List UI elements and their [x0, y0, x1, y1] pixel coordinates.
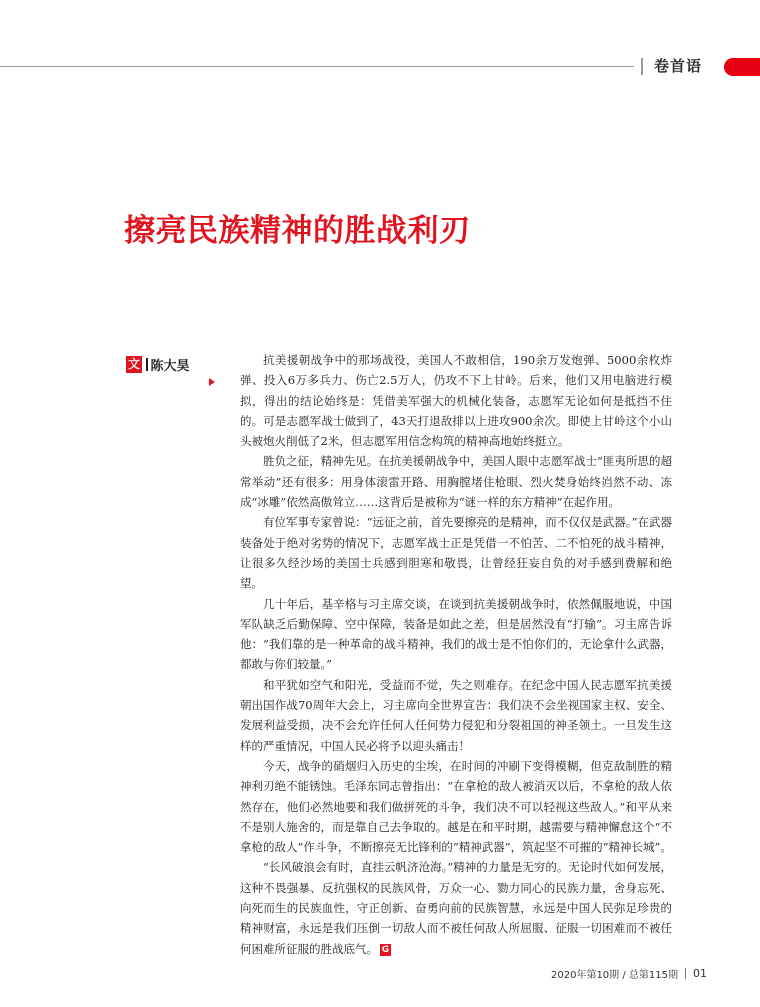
paragraph-last [240, 857, 672, 958]
footer [551, 966, 707, 981]
header-divider [641, 58, 643, 75]
section-tab-marker [724, 58, 760, 76]
author-byline [126, 355, 190, 374]
end-mark-icon: G [381, 944, 390, 955]
author-divider [146, 358, 148, 371]
author-tag: 文 [128, 357, 141, 371]
footer-divider [685, 968, 686, 979]
author-name: 陈大昊 [150, 359, 190, 374]
issue-info: 2020年第10期 / 总第115期 [551, 970, 678, 981]
arrow-marker-icon [209, 378, 215, 386]
paragraph: 今天，战争的硝烟归入历史的尘埃，在时间的冲刷下变得模糊，但克敌制胜的精神利刃绝不能锈蚀。毛泽东同志曾指出：“在拿枪的敌人被消灭以后，不拿枪的敌人依然存在，他们必然地要和我们做拼死的斗争，我们决不可以轻视这些敌人。”和平从来不是别人施舍的，而是靠自己去争取的。越是在和平时期，越需要与精神懈怠这个“不拿枪的敌人”作斗争，不断擦亮无比锋利的“精神武器”，筑起坚不可摧的“精神长城”。 [240, 758, 672, 855]
article-body [240, 350, 672, 959]
page-number: 01 [693, 967, 707, 980]
paragraph-text: “长风破浪会有时，直挂云帆济沧海。”精神的力量是无穷的。无论时代如何发展，这种不畏强暴、反抗强权的民族风骨，万众一心、勠力同心的民族力量，舍身忘死、向死而生的民族血性，守正创新、奋勇向前的民族智慧，永远是中国人民弥足珍贵的精神财富，永远是我们压倒一切敌人而不被任何敌人所屈服、征服一切困难而不被任何困难所征服的胜战底气。 [240, 860, 672, 956]
paragraph: 胜负之征，精神先见。在抗美援朝战争中，美国人眼中志愿军战士“匪夷所思的超常举动”还有很多：用身体滚雷开路、用胸膛堵住枪眼、烈火焚身始终岿然不动、冻成“冰雕”依然高傲耸立……这背后是被称为“谜一样的东方精神”在起作用。 [240, 454, 672, 510]
section-label: 卷首语 [654, 57, 703, 75]
paragraph: 几十年后，基辛格与习主席交谈，在谈到抗美援朝战争时，依然佩服地说，中国军队缺乏后勤保障、空中保障，装备是如此之差，但是居然没有“打输”。习主席告诉他：“我们靠的是一种革命的战斗精神，我们的战士是不怕你们的，无论拿什么武器，都敢与你们较量。” [240, 596, 672, 672]
paragraph: 有位军事专家曾说：“远征之前，首先要擦亮的是精神，而不仅仅是武器。”在武器装备处于绝对劣势的情况下，志愿军战士正是凭借一不怕苦、二不怕死的战斗精神，让很多久经沙场的美国士兵感到胆寒和敬畏，让曾经狂妄自负的对手感到费解和绝望。 [240, 515, 672, 591]
paragraph: 和平犹如空气和阳光，受益而不觉，失之则难存。在纪念中国人民志愿军抗美援朝出国作战70周年大会上，习主席向全世界宣告：我们决不会坐视国家主权、安全、发展利益受损，决不会允许任何人任何势力侵犯和分裂祖国的神圣领土。一旦发生这样的严重情况，中国人民必将予以迎头痛击！ [240, 677, 672, 753]
paragraph: 抗美援朝战争中的那场战役，美国人不敢相信，190余万发炮弹、5000余枚炸弹、投入6万多兵力、伤亡2.5万人，仍攻不下上甘岭。后来，他们又用电脑进行模拟，得出的结论始终是：凭借美军强大的机械化装备，志愿军无论如何是抵挡不住的。可是志愿军战士做到了，43天打退敌排以上进攻900余次。即使上甘岭这个小山头被炮火削低了2米，但志愿军用信念构筑的精神高地始终挺立。 [240, 353, 672, 449]
header-rule [0, 66, 634, 67]
article-title: 擦亮民族精神的胜战利刃 [124, 213, 471, 249]
